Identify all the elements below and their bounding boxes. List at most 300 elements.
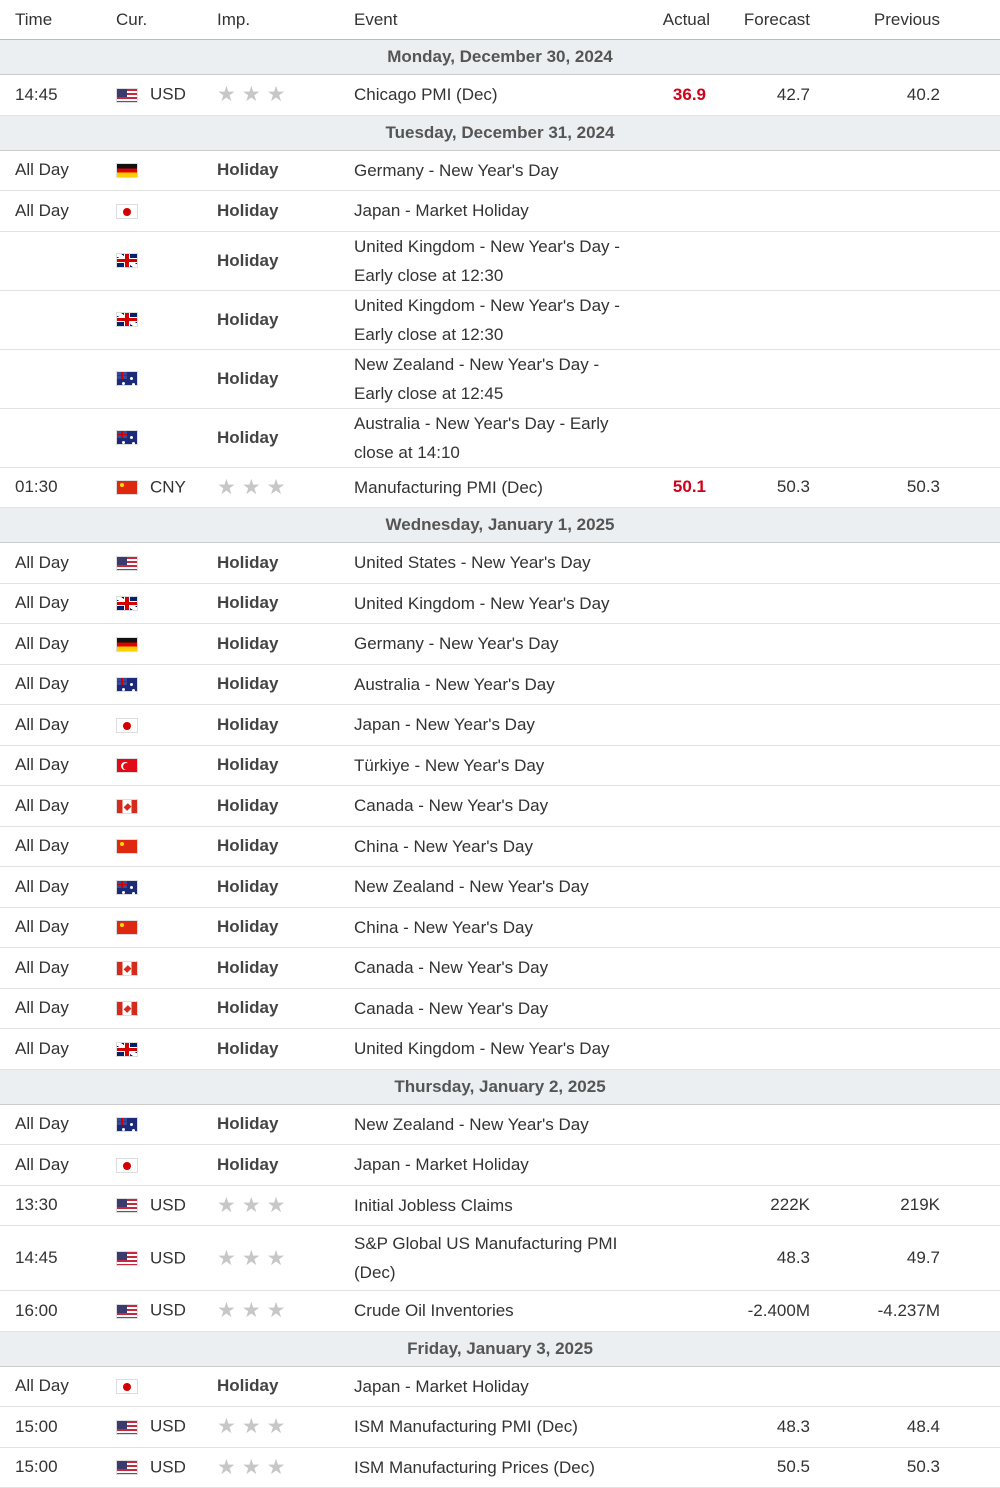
event-name[interactable]: Initial Jobless Claims	[354, 1185, 650, 1226]
cn-flag-icon	[116, 920, 138, 935]
forecast-value: 50.5	[710, 1447, 814, 1488]
col-header-previous[interactable]: Previous	[814, 0, 1000, 40]
importance-holiday: Holiday	[217, 1038, 279, 1058]
event-name[interactable]: New Zealand - New Year's Day - Early close at 12:45	[354, 349, 650, 408]
importance-cell	[217, 664, 354, 705]
event-row[interactable]	[0, 786, 1000, 827]
forecast-value	[710, 408, 814, 467]
event-name[interactable]: ISM Manufacturing Prices (Dec)	[354, 1447, 650, 1488]
currency-cell	[116, 1366, 217, 1407]
event-name[interactable]: Australia - New Year's Day	[354, 664, 650, 705]
header-row	[0, 0, 1000, 40]
importance-stars-icon: ★★★	[217, 1193, 292, 1217]
forecast-value	[710, 1104, 814, 1145]
event-time: 16:00	[0, 1291, 116, 1332]
importance-holiday: Holiday	[217, 998, 279, 1018]
event-time: All Day	[0, 745, 116, 786]
importance-cell	[217, 786, 354, 827]
event-row[interactable]	[0, 988, 1000, 1029]
importance-cell	[217, 290, 354, 349]
previous-value	[814, 907, 1000, 948]
previous-value	[814, 1366, 1000, 1407]
event-time: 14:45	[0, 1226, 116, 1291]
importance-holiday: Holiday	[217, 250, 279, 270]
currency-code: USD	[150, 1195, 186, 1215]
currency-cell	[116, 583, 217, 624]
previous-value: 219K	[814, 1185, 1000, 1226]
previous-value	[814, 705, 1000, 746]
previous-value	[814, 543, 1000, 584]
event-time: 01:30	[0, 467, 116, 508]
date-header: Thursday, January 2, 2025	[0, 1069, 1000, 1104]
importance-cell	[217, 826, 354, 867]
de-flag-icon	[116, 637, 138, 652]
forecast-value	[710, 150, 814, 191]
forecast-value: 50.3	[710, 467, 814, 508]
importance-stars-icon: ★★★	[217, 1415, 292, 1439]
actual-value	[650, 543, 710, 584]
event-time: All Day	[0, 191, 116, 232]
actual-value: 50.1	[650, 467, 710, 508]
event-row[interactable]	[0, 1185, 1000, 1226]
event-row[interactable]	[0, 826, 1000, 867]
currency-cell	[116, 1029, 217, 1070]
col-header-importance[interactable]: Imp.	[217, 0, 354, 40]
forecast-value	[710, 543, 814, 584]
actual-value: 36.9	[650, 75, 710, 116]
actual-value	[650, 624, 710, 665]
actual-value	[650, 1291, 710, 1332]
event-row[interactable]	[0, 408, 1000, 467]
event-row[interactable]	[0, 664, 1000, 705]
currency-cell	[116, 1447, 217, 1488]
au-flag-icon	[116, 1117, 138, 1132]
event-time: All Day	[0, 948, 116, 989]
actual-value	[650, 1447, 710, 1488]
actual-value	[650, 1407, 710, 1448]
forecast-value	[710, 745, 814, 786]
actual-value	[650, 150, 710, 191]
event-row[interactable]	[0, 349, 1000, 408]
date-header-row	[0, 115, 1000, 150]
forecast-value	[710, 907, 814, 948]
forecast-value	[710, 349, 814, 408]
importance-holiday: Holiday	[217, 755, 279, 775]
previous-value	[814, 624, 1000, 665]
importance-holiday: Holiday	[217, 795, 279, 815]
currency-cell	[116, 349, 217, 408]
importance-holiday: Holiday	[217, 200, 279, 220]
event-row[interactable]	[0, 1104, 1000, 1145]
importance-holiday: Holiday	[217, 552, 279, 572]
forecast-value: 222K	[710, 1185, 814, 1226]
gb-flag-icon	[116, 253, 138, 268]
importance-cell	[217, 349, 354, 408]
event-row[interactable]	[0, 867, 1000, 908]
currency-cell	[116, 988, 217, 1029]
event-time: All Day	[0, 1366, 116, 1407]
importance-cell	[217, 1185, 354, 1226]
event-name[interactable]: Japan - Market Holiday	[354, 191, 650, 232]
jp-flag-icon	[116, 1379, 138, 1394]
forecast-value	[710, 624, 814, 665]
ca-flag-icon	[116, 1001, 138, 1016]
event-time: All Day	[0, 786, 116, 827]
ca-flag-icon	[116, 961, 138, 976]
event-row[interactable]	[0, 290, 1000, 349]
importance-holiday: Holiday	[217, 427, 279, 447]
forecast-value	[710, 705, 814, 746]
event-time: 15:00	[0, 1407, 116, 1448]
event-name[interactable]: United States - New Year's Day	[354, 543, 650, 584]
importance-cell	[217, 1029, 354, 1070]
event-row[interactable]	[0, 948, 1000, 989]
forecast-value	[710, 664, 814, 705]
event-time: All Day	[0, 664, 116, 705]
importance-cell	[217, 988, 354, 1029]
currency-cell	[116, 907, 217, 948]
event-name[interactable]: China - New Year's Day	[354, 907, 650, 948]
forecast-value	[710, 583, 814, 624]
event-row[interactable]	[0, 1366, 1000, 1407]
event-time	[0, 231, 116, 290]
event-time: 13:30	[0, 1185, 116, 1226]
au-flag-icon	[116, 371, 138, 386]
previous-value: 40.2	[814, 75, 1000, 116]
forecast-value	[710, 231, 814, 290]
importance-stars-icon: ★★★	[217, 1299, 292, 1323]
importance-cell	[217, 408, 354, 467]
currency-code: USD	[150, 1457, 186, 1477]
event-time	[0, 349, 116, 408]
col-header-time[interactable]: Time	[0, 0, 116, 40]
importance-holiday: Holiday	[217, 876, 279, 896]
previous-value: 50.3	[814, 1447, 1000, 1488]
importance-cell	[217, 543, 354, 584]
event-time	[0, 408, 116, 467]
currency-cell	[116, 150, 217, 191]
event-name[interactable]: Germany - New Year's Day	[354, 150, 650, 191]
importance-cell	[217, 191, 354, 232]
event-name[interactable]: Türkiye - New Year's Day	[354, 745, 650, 786]
previous-value	[814, 349, 1000, 408]
currency-cell	[116, 543, 217, 584]
previous-value	[814, 948, 1000, 989]
importance-cell	[217, 1407, 354, 1448]
event-name[interactable]: Chicago PMI (Dec)	[354, 75, 650, 116]
importance-holiday: Holiday	[217, 1154, 279, 1174]
cn-flag-icon	[116, 839, 138, 854]
event-name[interactable]: Canada - New Year's Day	[354, 988, 650, 1029]
currency-cell	[116, 664, 217, 705]
currency-cell	[116, 1145, 217, 1186]
currency-cell	[116, 1226, 217, 1291]
currency-cell	[116, 467, 217, 508]
event-time: All Day	[0, 624, 116, 665]
col-header-forecast[interactable]: Forecast	[710, 0, 814, 40]
event-name[interactable]: Canada - New Year's Day	[354, 948, 650, 989]
importance-holiday: Holiday	[217, 309, 279, 329]
currency-cell	[116, 705, 217, 746]
event-name[interactable]: United Kingdom - New Year's Day	[354, 583, 650, 624]
forecast-value: 48.3	[710, 1407, 814, 1448]
us-flag-icon	[116, 556, 138, 571]
importance-cell	[217, 75, 354, 116]
event-row[interactable]	[0, 467, 1000, 508]
event-row[interactable]	[0, 907, 1000, 948]
currency-cell	[116, 408, 217, 467]
date-header: Tuesday, December 31, 2024	[0, 115, 1000, 150]
currency-code: USD	[150, 1248, 186, 1268]
importance-cell	[217, 1226, 354, 1291]
event-row[interactable]	[0, 1407, 1000, 1448]
actual-value	[650, 826, 710, 867]
currency-cell	[116, 1104, 217, 1145]
event-name[interactable]: Japan - New Year's Day	[354, 705, 650, 746]
currency-cell	[116, 231, 217, 290]
us-flag-icon	[116, 1198, 138, 1213]
currency-code: USD	[150, 1301, 186, 1320]
currency-cell	[116, 786, 217, 827]
previous-value	[814, 1145, 1000, 1186]
event-row[interactable]	[0, 745, 1000, 786]
actual-value	[650, 988, 710, 1029]
event-name[interactable]: S&P Global US Manufacturing PMI (Dec)	[354, 1226, 650, 1291]
jp-flag-icon	[116, 1158, 138, 1173]
event-time: 15:00	[0, 1447, 116, 1488]
actual-value	[650, 664, 710, 705]
actual-value	[650, 349, 710, 408]
event-name[interactable]: United Kingdom - New Year's Day - Early close at 12:30	[354, 231, 650, 290]
event-row[interactable]	[0, 1226, 1000, 1291]
jp-flag-icon	[116, 718, 138, 733]
event-name[interactable]: New Zealand - New Year's Day	[354, 867, 650, 908]
importance-cell	[217, 1145, 354, 1186]
currency-code: USD	[150, 85, 186, 104]
event-time: All Day	[0, 583, 116, 624]
us-flag-icon	[116, 88, 138, 103]
actual-value	[650, 745, 710, 786]
importance-cell	[217, 948, 354, 989]
actual-value	[650, 290, 710, 349]
col-header-event[interactable]: Event	[354, 0, 650, 40]
gb-flag-icon	[116, 312, 138, 327]
importance-stars-icon: ★★★	[217, 83, 292, 107]
importance-cell	[217, 583, 354, 624]
event-row[interactable]	[0, 583, 1000, 624]
importance-holiday: Holiday	[217, 160, 279, 180]
currency-cell	[116, 948, 217, 989]
currency-cell	[116, 1407, 217, 1448]
actual-value	[650, 1145, 710, 1186]
event-row[interactable]	[0, 1291, 1000, 1332]
currency-cell	[116, 745, 217, 786]
importance-holiday: Holiday	[217, 1376, 279, 1396]
previous-value	[814, 826, 1000, 867]
currency-cell	[116, 75, 217, 116]
previous-value	[814, 290, 1000, 349]
event-time: All Day	[0, 867, 116, 908]
forecast-value	[710, 1366, 814, 1407]
importance-stars-icon: ★★★	[217, 1455, 292, 1479]
date-header: Monday, December 30, 2024	[0, 40, 1000, 75]
importance-holiday: Holiday	[217, 714, 279, 734]
importance-holiday: Holiday	[217, 957, 279, 977]
previous-value	[814, 867, 1000, 908]
event-name[interactable]: Manufacturing PMI (Dec)	[354, 467, 650, 508]
importance-cell	[217, 1104, 354, 1145]
event-name[interactable]: Australia - New Year's Day - Early close at 14:10	[354, 408, 650, 467]
forecast-value	[710, 988, 814, 1029]
event-name[interactable]: Canada - New Year's Day	[354, 786, 650, 827]
event-time: All Day	[0, 150, 116, 191]
event-row[interactable]	[0, 705, 1000, 746]
au-flag-icon	[116, 430, 138, 445]
event-row[interactable]	[0, 543, 1000, 584]
currency-cell	[116, 867, 217, 908]
importance-cell	[217, 1366, 354, 1407]
event-name[interactable]: New Zealand - New Year's Day	[354, 1104, 650, 1145]
us-flag-icon	[116, 1460, 138, 1475]
actual-value	[650, 231, 710, 290]
us-flag-icon	[116, 1304, 138, 1319]
previous-value	[814, 988, 1000, 1029]
event-time: All Day	[0, 543, 116, 584]
previous-value	[814, 1029, 1000, 1070]
importance-cell	[217, 907, 354, 948]
date-header: Friday, January 3, 2025	[0, 1331, 1000, 1366]
event-time: All Day	[0, 1029, 116, 1070]
importance-holiday: Holiday	[217, 1114, 279, 1134]
actual-value	[650, 1185, 710, 1226]
importance-holiday: Holiday	[217, 917, 279, 937]
tr-flag-icon	[116, 758, 138, 773]
importance-stars-icon: ★★★	[217, 1246, 292, 1270]
event-time: All Day	[0, 988, 116, 1029]
event-row[interactable]	[0, 1447, 1000, 1488]
forecast-value	[710, 1029, 814, 1070]
event-name[interactable]: United Kingdom - New Year's Day	[354, 1029, 650, 1070]
importance-stars-icon: ★★★	[217, 475, 292, 499]
previous-value: 48.4	[814, 1407, 1000, 1448]
ca-flag-icon	[116, 799, 138, 814]
event-name[interactable]: Crude Oil Inventories	[354, 1291, 650, 1332]
actual-value	[650, 1226, 710, 1291]
forecast-value	[710, 867, 814, 908]
forecast-value	[710, 191, 814, 232]
actual-value	[650, 948, 710, 989]
col-header-currency[interactable]: Cur.	[116, 0, 217, 40]
forecast-value	[710, 826, 814, 867]
date-header-row	[0, 1331, 1000, 1366]
gb-flag-icon	[116, 596, 138, 611]
currency-cell	[116, 1291, 217, 1332]
event-time: All Day	[0, 1104, 116, 1145]
calendar-body	[0, 40, 1000, 1488]
currency-code: CNY	[150, 477, 186, 497]
actual-value	[650, 705, 710, 746]
actual-value	[650, 408, 710, 467]
event-time: 14:45	[0, 75, 116, 116]
forecast-value: 42.7	[710, 75, 814, 116]
importance-cell	[217, 231, 354, 290]
col-header-actual[interactable]: Actual	[650, 0, 710, 40]
importance-holiday: Holiday	[217, 368, 279, 388]
event-row[interactable]	[0, 231, 1000, 290]
currency-cell	[116, 191, 217, 232]
previous-value	[814, 231, 1000, 290]
previous-value	[814, 1104, 1000, 1145]
au-flag-icon	[116, 677, 138, 692]
importance-holiday: Holiday	[217, 633, 279, 653]
importance-cell	[217, 867, 354, 908]
forecast-value	[710, 948, 814, 989]
importance-cell	[217, 624, 354, 665]
date-header-row	[0, 508, 1000, 543]
actual-value	[650, 786, 710, 827]
previous-value	[814, 408, 1000, 467]
importance-cell	[217, 1447, 354, 1488]
previous-value	[814, 664, 1000, 705]
event-row[interactable]	[0, 75, 1000, 116]
gb-flag-icon	[116, 1042, 138, 1057]
event-name[interactable]: Japan - Market Holiday	[354, 1145, 650, 1186]
previous-value: 50.3	[814, 467, 1000, 508]
actual-value	[650, 907, 710, 948]
event-name[interactable]: United Kingdom - New Year's Day - Early close at 12:30	[354, 290, 650, 349]
de-flag-icon	[116, 163, 138, 178]
us-flag-icon	[116, 1420, 138, 1435]
jp-flag-icon	[116, 204, 138, 219]
us-flag-icon	[116, 1251, 138, 1266]
actual-value	[650, 191, 710, 232]
currency-cell	[116, 624, 217, 665]
event-row[interactable]	[0, 150, 1000, 191]
event-name[interactable]: China - New Year's Day	[354, 826, 650, 867]
actual-value	[650, 1104, 710, 1145]
actual-value	[650, 867, 710, 908]
forecast-value: 48.3	[710, 1226, 814, 1291]
event-time: All Day	[0, 826, 116, 867]
forecast-value	[710, 786, 814, 827]
event-row[interactable]	[0, 1029, 1000, 1070]
event-name[interactable]: Japan - Market Holiday	[354, 1366, 650, 1407]
event-row[interactable]	[0, 1145, 1000, 1186]
forecast-value: -2.400M	[710, 1291, 814, 1332]
event-time	[0, 290, 116, 349]
event-name[interactable]: Germany - New Year's Day	[354, 624, 650, 665]
event-name[interactable]: ISM Manufacturing PMI (Dec)	[354, 1407, 650, 1448]
previous-value	[814, 745, 1000, 786]
forecast-value	[710, 290, 814, 349]
currency-cell	[116, 826, 217, 867]
event-row[interactable]	[0, 191, 1000, 232]
previous-value	[814, 150, 1000, 191]
currency-cell	[116, 1185, 217, 1226]
au-flag-icon	[116, 880, 138, 895]
date-header-row	[0, 40, 1000, 75]
event-time: All Day	[0, 907, 116, 948]
previous-value: 49.7	[814, 1226, 1000, 1291]
actual-value	[650, 583, 710, 624]
previous-value: -4.237M	[814, 1291, 1000, 1332]
event-row[interactable]	[0, 624, 1000, 665]
cn-flag-icon	[116, 480, 138, 495]
date-header: Wednesday, January 1, 2025	[0, 508, 1000, 543]
importance-holiday: Holiday	[217, 836, 279, 856]
currency-code: USD	[150, 1417, 186, 1436]
importance-cell	[217, 150, 354, 191]
